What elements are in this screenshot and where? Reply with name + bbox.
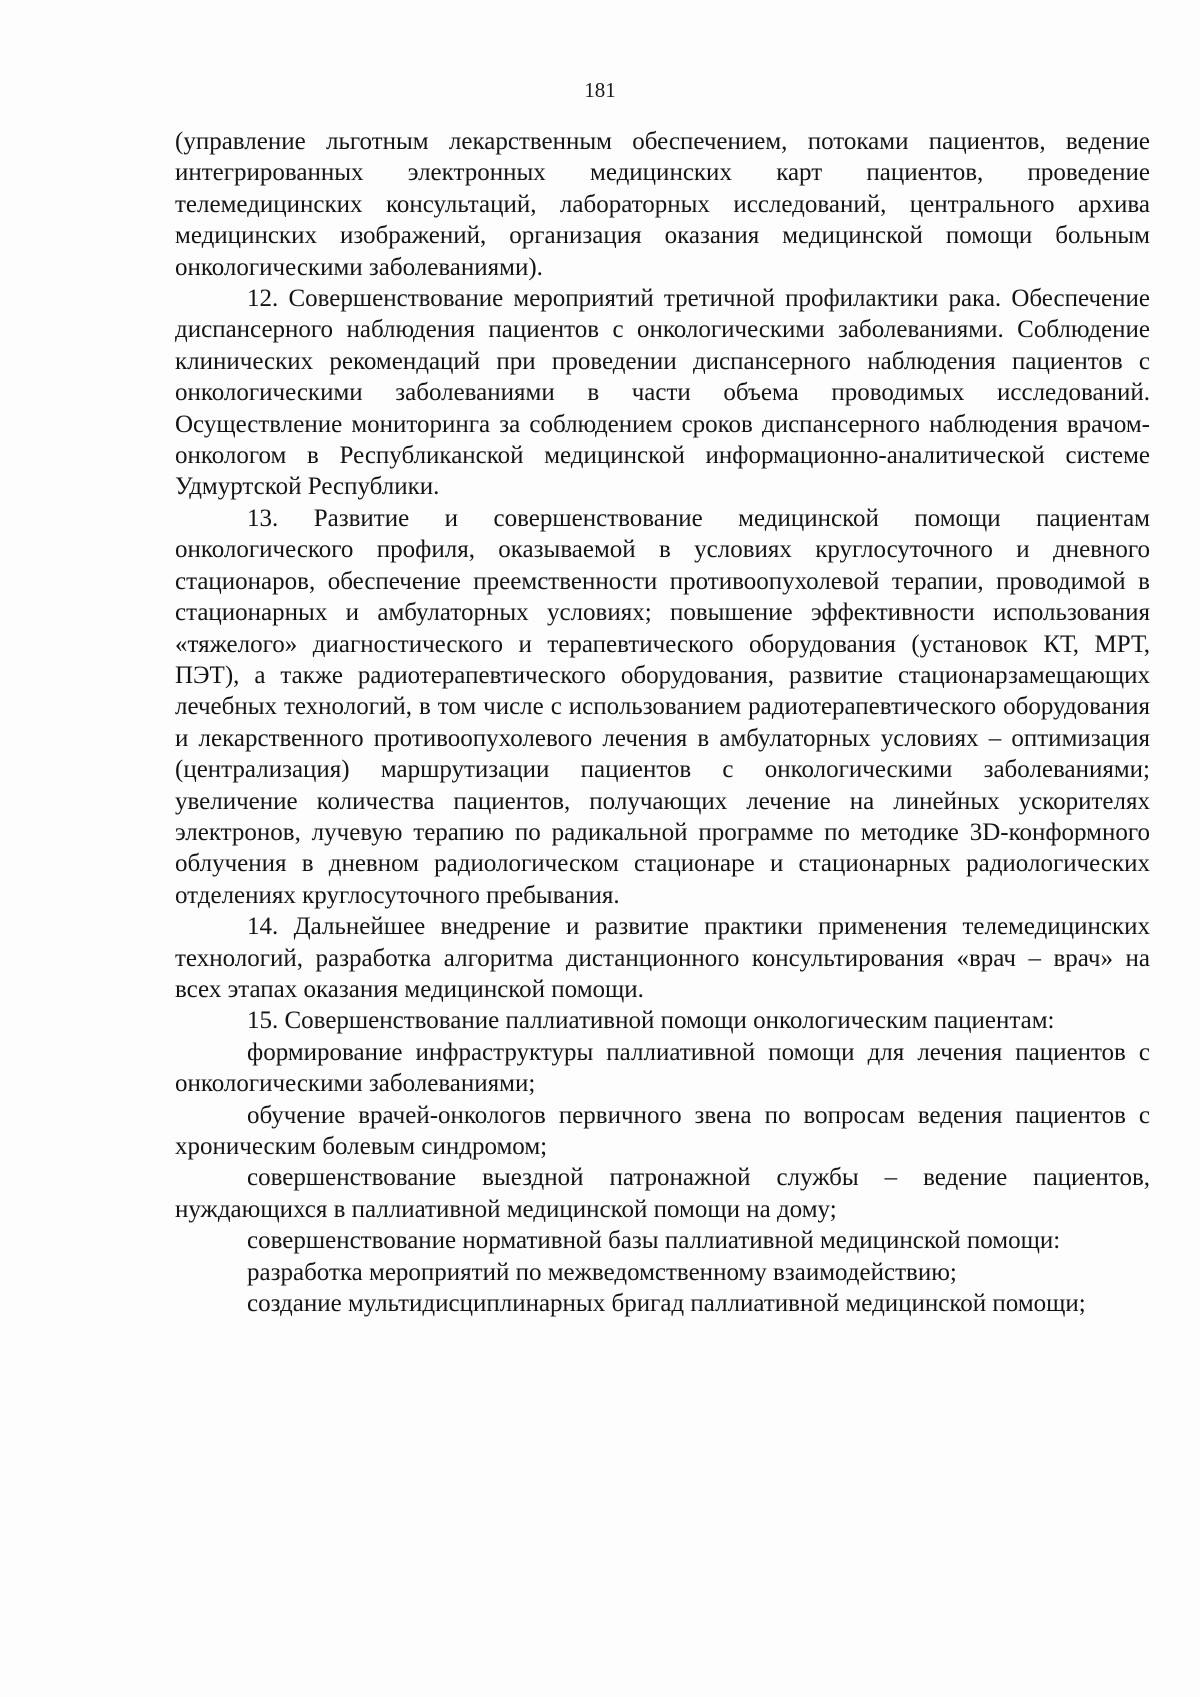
paragraph-item-12: 12. Совершенствование мероприятий третичной профилактики рака. Обеспечение диспансерного наблюдения пациентов с онкологическими заболеваниями. Соблюдение клинических рекомендаций при проведении диспансерного наблюдения пациентов с онкологическими заболеваниями в части объема проводимых исследований. Осуществление мониторинга за соблюдением сроков диспансерного наблюдения врачом-онкологом в Республиканской медицинской информационно-аналитической системе Удмуртской Республики. <box>175 285 1150 501</box>
list-item: создание мультидисциплинарных бригад паллиативной медицинской помощи; <box>247 1290 1086 1318</box>
paragraph-item-13: 13. Развитие и совершенствование медицинской помощи пациентам онкологического профиля, оказываемой в условиях круглосуточного и дневного стационаров, обеспечение преемственности противоопухолевой терапии, проводимой в стационарных и амбулаторных условиях; повышение эффективности использования «тяжелого» диагностического и терапевтического оборудования (установок КТ, МРТ, ПЭТ), а также радиотерапевтического оборудования, развитие стационарзамещающих лечебных технологий, в том числе с использованием радиотерапевтического оборудования и лекарственного противоопухолевого лечения в амбулаторных условиях – оптимизация (централизация) маршрутизации пациентов с онкологическими заболеваниями; увеличение количества пациентов, получающих лечение на линейных ускорителях электронов, лучевую терапию по радикальной программе по методике 3D-конформного облучения в дневном радиологическом стационаре и стационарных радиологических отделениях круглосуточного пребывания. <box>175 504 1150 909</box>
list-item: разработка мероприятий по межведомственному взаимодействию; <box>247 1258 957 1286</box>
list-item: обучение врачей-онкологов первичного звена по вопросам ведения пациентов с хроническим болевым синдромом; <box>175 1101 1150 1160</box>
list-item: совершенствование нормативной базы паллиативной медицинской помощи: <box>247 1227 1061 1255</box>
document-body <box>175 126 1150 1319</box>
paragraph-item-14: 14. Дальнейшее внедрение и развитие практики применения телемедицинских технологий, разработка алгоритма дистанционного консультирования «врач – врач» на всех этапах оказания медицинской помощи. <box>175 913 1150 1003</box>
page-number: 181 <box>584 78 616 102</box>
list-item: совершенствование выездной патронажной службы – ведение пациентов, нуждающихся в паллиативной медицинской помощи на дому; <box>175 1164 1150 1223</box>
paragraph-item-15: 15. Совершенствование паллиативной помощи онкологическим пациентам: <box>247 1007 1055 1035</box>
paragraph-continuation: (управление льготным лекарственным обеспечением, потоками пациентов, ведение интегрированных электронных медицинских карт пациентов, проведение телемедицинских консультаций, лабораторных исследований, центрального архива медицинских изображений, организация оказания медицинской помощи больным онкологическими заболеваниями). <box>175 128 1150 281</box>
list-item: формирование инфраструктуры паллиативной помощи для лечения пациентов с онкологическими заболеваниями; <box>175 1038 1150 1098</box>
